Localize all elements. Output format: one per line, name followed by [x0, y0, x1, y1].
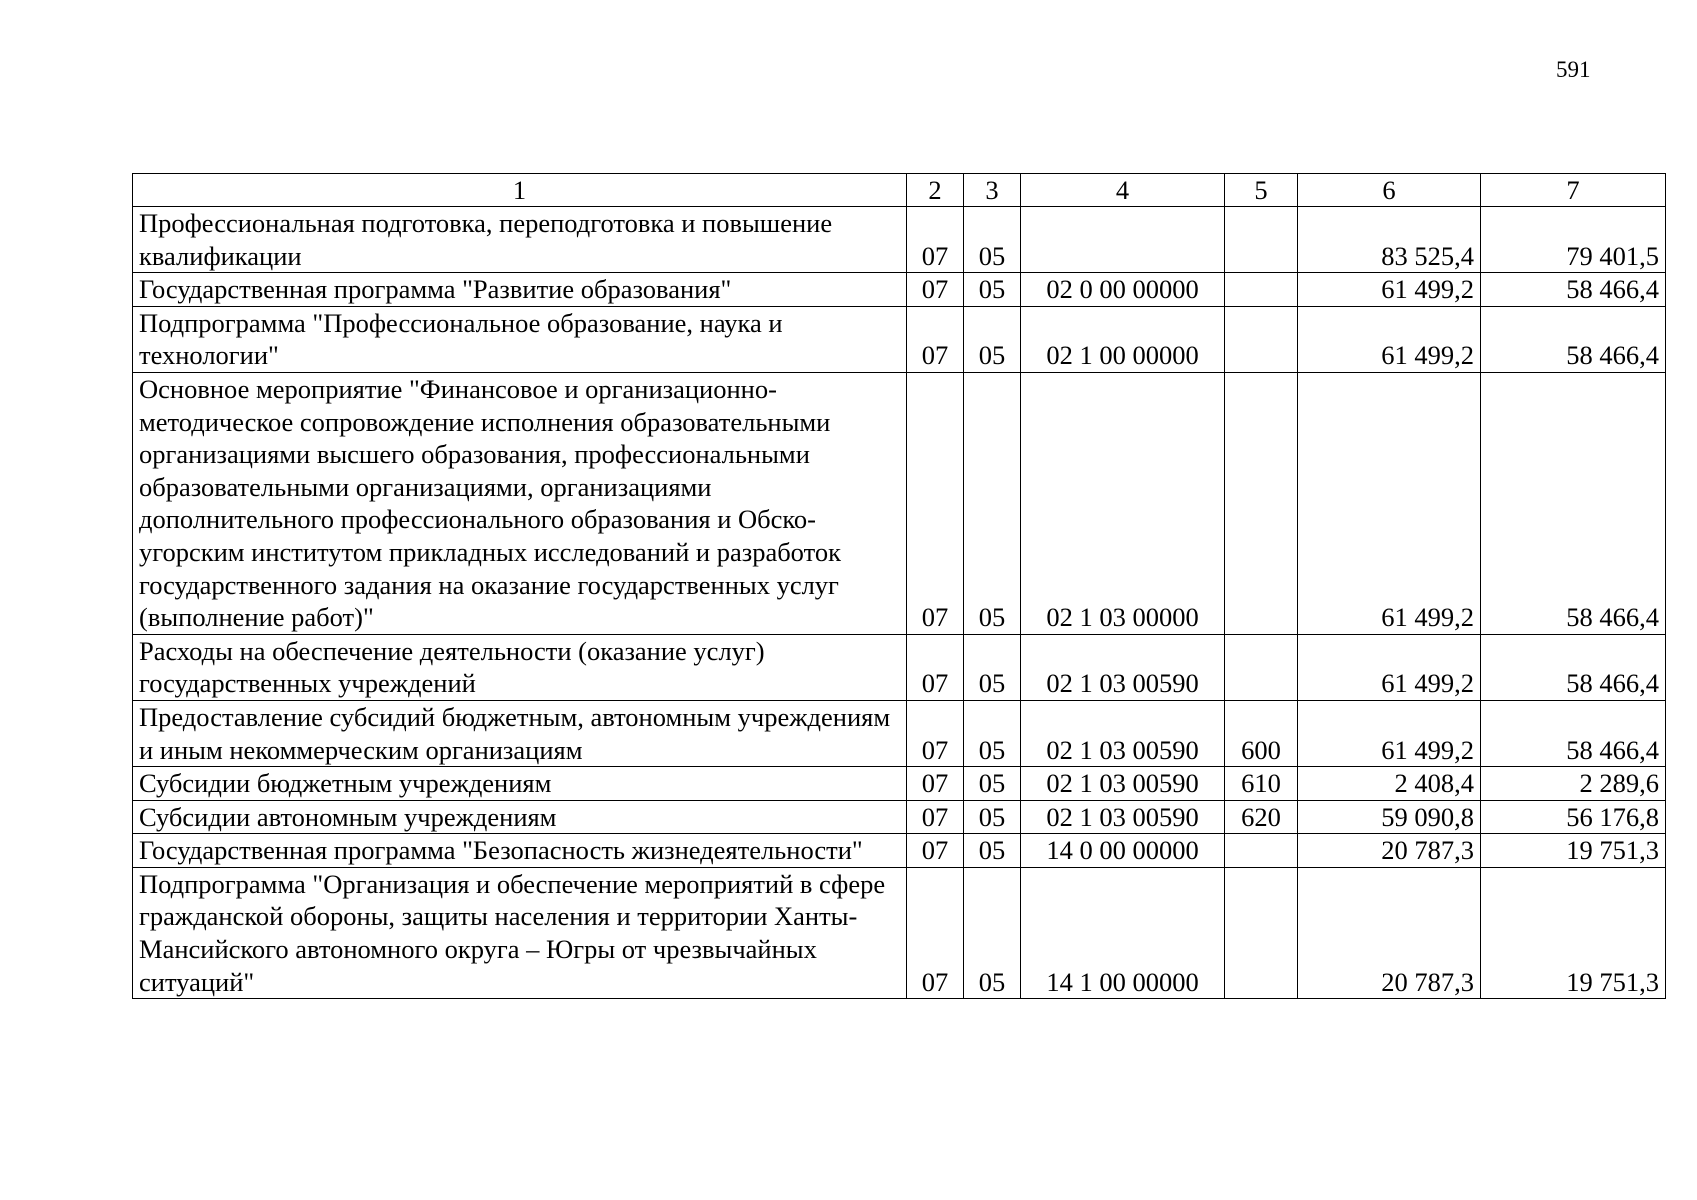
column-header-1: 1 — [133, 174, 907, 207]
amount-cell-2: 58 466,4 — [1481, 306, 1666, 372]
expense-type-cell — [1225, 306, 1298, 372]
amount-cell-2: 19 751,3 — [1481, 834, 1666, 868]
table-row — [133, 207, 1666, 273]
target-article-cell: 02 1 03 00590 — [1021, 700, 1225, 766]
target-article-cell — [1021, 207, 1225, 273]
amount-cell-2: 2 289,6 — [1481, 767, 1666, 801]
column-header-5: 5 — [1225, 174, 1298, 207]
row-name-cell: Государственная программа "Развитие образования" — [133, 273, 907, 307]
row-name-cell: Расходы на обеспечение деятельности (оказание услуг) государственных учреждений — [133, 634, 907, 700]
amount-cell-2: 19 751,3 — [1481, 867, 1666, 998]
target-article-cell: 02 1 03 00590 — [1021, 800, 1225, 834]
subsection-code-cell: 05 — [964, 207, 1021, 273]
target-article-cell: 02 1 03 00590 — [1021, 634, 1225, 700]
subsection-code-cell: 05 — [964, 372, 1021, 634]
target-article-cell: 02 1 00 00000 — [1021, 306, 1225, 372]
subsection-code-cell: 05 — [964, 273, 1021, 307]
amount-cell-2: 58 466,4 — [1481, 700, 1666, 766]
section-code-cell: 07 — [907, 867, 964, 998]
table-row — [133, 700, 1666, 766]
column-header-3: 3 — [964, 174, 1021, 207]
amount-cell-2: 58 466,4 — [1481, 273, 1666, 307]
target-article-cell: 02 1 03 00590 — [1021, 767, 1225, 801]
row-name-cell: Предоставление субсидий бюджетным, автономным учреждениям и иным некоммерческим организациям — [133, 700, 907, 766]
table-row — [133, 372, 1666, 634]
target-article-cell: 02 0 00 00000 — [1021, 273, 1225, 307]
section-code-cell: 07 — [907, 800, 964, 834]
budget-table — [132, 173, 1666, 999]
table-row — [133, 767, 1666, 801]
amount-cell-1: 61 499,2 — [1298, 634, 1481, 700]
amount-cell-1: 83 525,4 — [1298, 207, 1481, 273]
table-row — [133, 306, 1666, 372]
subsection-code-cell: 05 — [964, 767, 1021, 801]
table-row — [133, 273, 1666, 307]
section-code-cell: 07 — [907, 634, 964, 700]
row-name-cell: Субсидии бюджетным учреждениям — [133, 767, 907, 801]
amount-cell-1: 61 499,2 — [1298, 372, 1481, 634]
target-article-cell: 14 0 00 00000 — [1021, 834, 1225, 868]
amount-cell-1: 59 090,8 — [1298, 800, 1481, 834]
amount-cell-2: 79 401,5 — [1481, 207, 1666, 273]
expense-type-cell: 620 — [1225, 800, 1298, 834]
amount-cell-1: 61 499,2 — [1298, 306, 1481, 372]
expense-type-cell — [1225, 207, 1298, 273]
subsection-code-cell: 05 — [964, 700, 1021, 766]
amount-cell-2: 58 466,4 — [1481, 372, 1666, 634]
amount-cell-2: 56 176,8 — [1481, 800, 1666, 834]
target-article-cell: 02 1 03 00000 — [1021, 372, 1225, 634]
subsection-code-cell: 05 — [964, 634, 1021, 700]
section-code-cell: 07 — [907, 700, 964, 766]
expense-type-cell: 610 — [1225, 767, 1298, 801]
amount-cell-1: 2 408,4 — [1298, 767, 1481, 801]
expense-type-cell: 600 — [1225, 700, 1298, 766]
section-code-cell: 07 — [907, 767, 964, 801]
expense-type-cell — [1225, 273, 1298, 307]
row-name-cell: Подпрограмма "Организация и обеспечение мероприятий в сфере гражданской обороны, защиты населения и территории Ханты-Мансийского автономного округа – Югры от чрезвычайных ситуаций" — [133, 867, 907, 998]
section-code-cell: 07 — [907, 372, 964, 634]
column-header-7: 7 — [1481, 174, 1666, 207]
column-header-4: 4 — [1021, 174, 1225, 207]
table-row — [133, 800, 1666, 834]
row-name-cell: Государственная программа "Безопасность жизнедеятельности" — [133, 834, 907, 868]
subsection-code-cell: 05 — [964, 867, 1021, 998]
table-header-row — [133, 174, 1666, 207]
section-code-cell: 07 — [907, 834, 964, 868]
row-name-cell: Профессиональная подготовка, переподготовка и повышение квалификации — [133, 207, 907, 273]
subsection-code-cell: 05 — [964, 834, 1021, 868]
table-row — [133, 834, 1666, 868]
amount-cell-1: 61 499,2 — [1298, 273, 1481, 307]
table-row — [133, 867, 1666, 998]
row-name-cell: Подпрограмма "Профессиональное образование, наука и технологии" — [133, 306, 907, 372]
row-name-cell: Основное мероприятие "Финансовое и организационно-методическое сопровождение исполнения образовательными организациями высшего образования, профессиональными образовательными организациями, организациями дополнительного профессионального образования и Обско-угорским институтом прикладных исследований и разработок государственного задания на оказание государственных услуг (выполнение работ)" — [133, 372, 907, 634]
section-code-cell: 07 — [907, 306, 964, 372]
amount-cell-2: 58 466,4 — [1481, 634, 1666, 700]
table-row — [133, 634, 1666, 700]
row-name-cell: Субсидии автономным учреждениям — [133, 800, 907, 834]
column-header-2: 2 — [907, 174, 964, 207]
section-code-cell: 07 — [907, 207, 964, 273]
page-number: 591 — [1556, 57, 1591, 82]
amount-cell-1: 20 787,3 — [1298, 867, 1481, 998]
amount-cell-1: 61 499,2 — [1298, 700, 1481, 766]
expense-type-cell — [1225, 634, 1298, 700]
section-code-cell: 07 — [907, 273, 964, 307]
amount-cell-1: 20 787,3 — [1298, 834, 1481, 868]
target-article-cell: 14 1 00 00000 — [1021, 867, 1225, 998]
column-header-6: 6 — [1298, 174, 1481, 207]
expense-type-cell — [1225, 372, 1298, 634]
expense-type-cell — [1225, 867, 1298, 998]
expense-type-cell — [1225, 834, 1298, 868]
subsection-code-cell: 05 — [964, 800, 1021, 834]
subsection-code-cell: 05 — [964, 306, 1021, 372]
